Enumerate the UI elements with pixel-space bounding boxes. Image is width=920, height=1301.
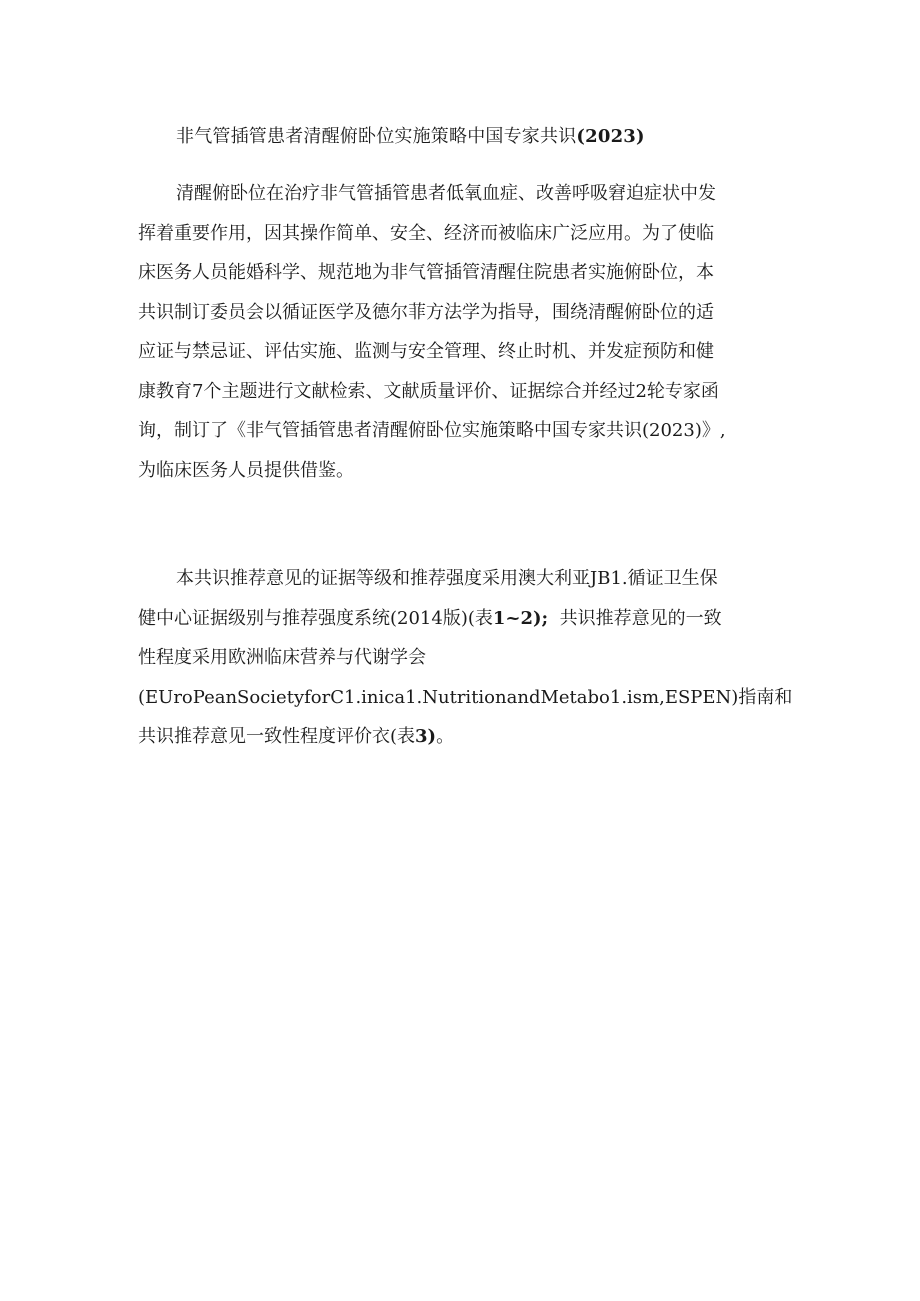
- paragraph-line: (EUroPeanSocietyforC1.inica1.NutritionandMetabo1.ism,ESPEN)指南和: [138, 686, 793, 708]
- paragraph-line: 本共识推荐意见的证据等级和推荐强度采用澳大利亚JB1.循证卫生保: [176, 568, 718, 589]
- paragraph-line: 应证与禁忌证、评估实施、监测与安全管理、终止时机、并发症预防和健: [138, 341, 714, 362]
- document-title-text: 非气管插管患者清醒俯卧位实施策略中国专家共识: [176, 126, 577, 147]
- paragraph-text: 共识推荐意见的一致: [559, 607, 722, 629]
- table-reference: 1~2);: [492, 607, 549, 629]
- paragraph-text: 共识推荐意见一致性程度评价衣(表: [138, 726, 416, 747]
- paragraph-line: 挥着重要作用，因其操作简单、安全、经济而被临床广泛应用。为了使临: [138, 222, 714, 244]
- paragraph-line: 询，制订了《非气管插管患者清醒俯卧位实施策略中国专家共识(2023)》,: [138, 420, 726, 441]
- paragraph-line: 清醒俯卧位在治疗非气管插管患者低氧血症、改善呼吸窘迫症状中发: [176, 183, 716, 204]
- paragraph-line: 康教育7个主题进行文献检索、文献质量评价、证据综合并经过2轮专家函: [138, 380, 719, 402]
- paragraph-text: 。: [436, 726, 455, 747]
- table-reference: 3): [415, 726, 437, 747]
- paragraph-line: [138, 599, 788, 639]
- paragraph-line: [138, 717, 788, 757]
- paragraph-line: 为临床医务人员提供借鉴。: [138, 459, 354, 481]
- paragraph-text: 健中心证据级别与推荐强度系统(2014版)(表: [138, 607, 493, 629]
- paragraph-intro: [138, 174, 788, 490]
- paragraph-line: 共识制订委员会以循证医学及德尔菲方法学为指导，围绕清醒俯卧位的适: [138, 301, 714, 323]
- paragraph-line: 性程度采用欧洲临床营养与代谢学会: [138, 647, 426, 668]
- paragraph-evidence: [138, 559, 793, 757]
- document-title-year: (2023): [576, 126, 645, 147]
- paragraph-line: 床医务人员能婚科学、规范地为非气管插管清醒住院患者实施俯卧位，本: [138, 262, 714, 283]
- document-title: [176, 122, 796, 152]
